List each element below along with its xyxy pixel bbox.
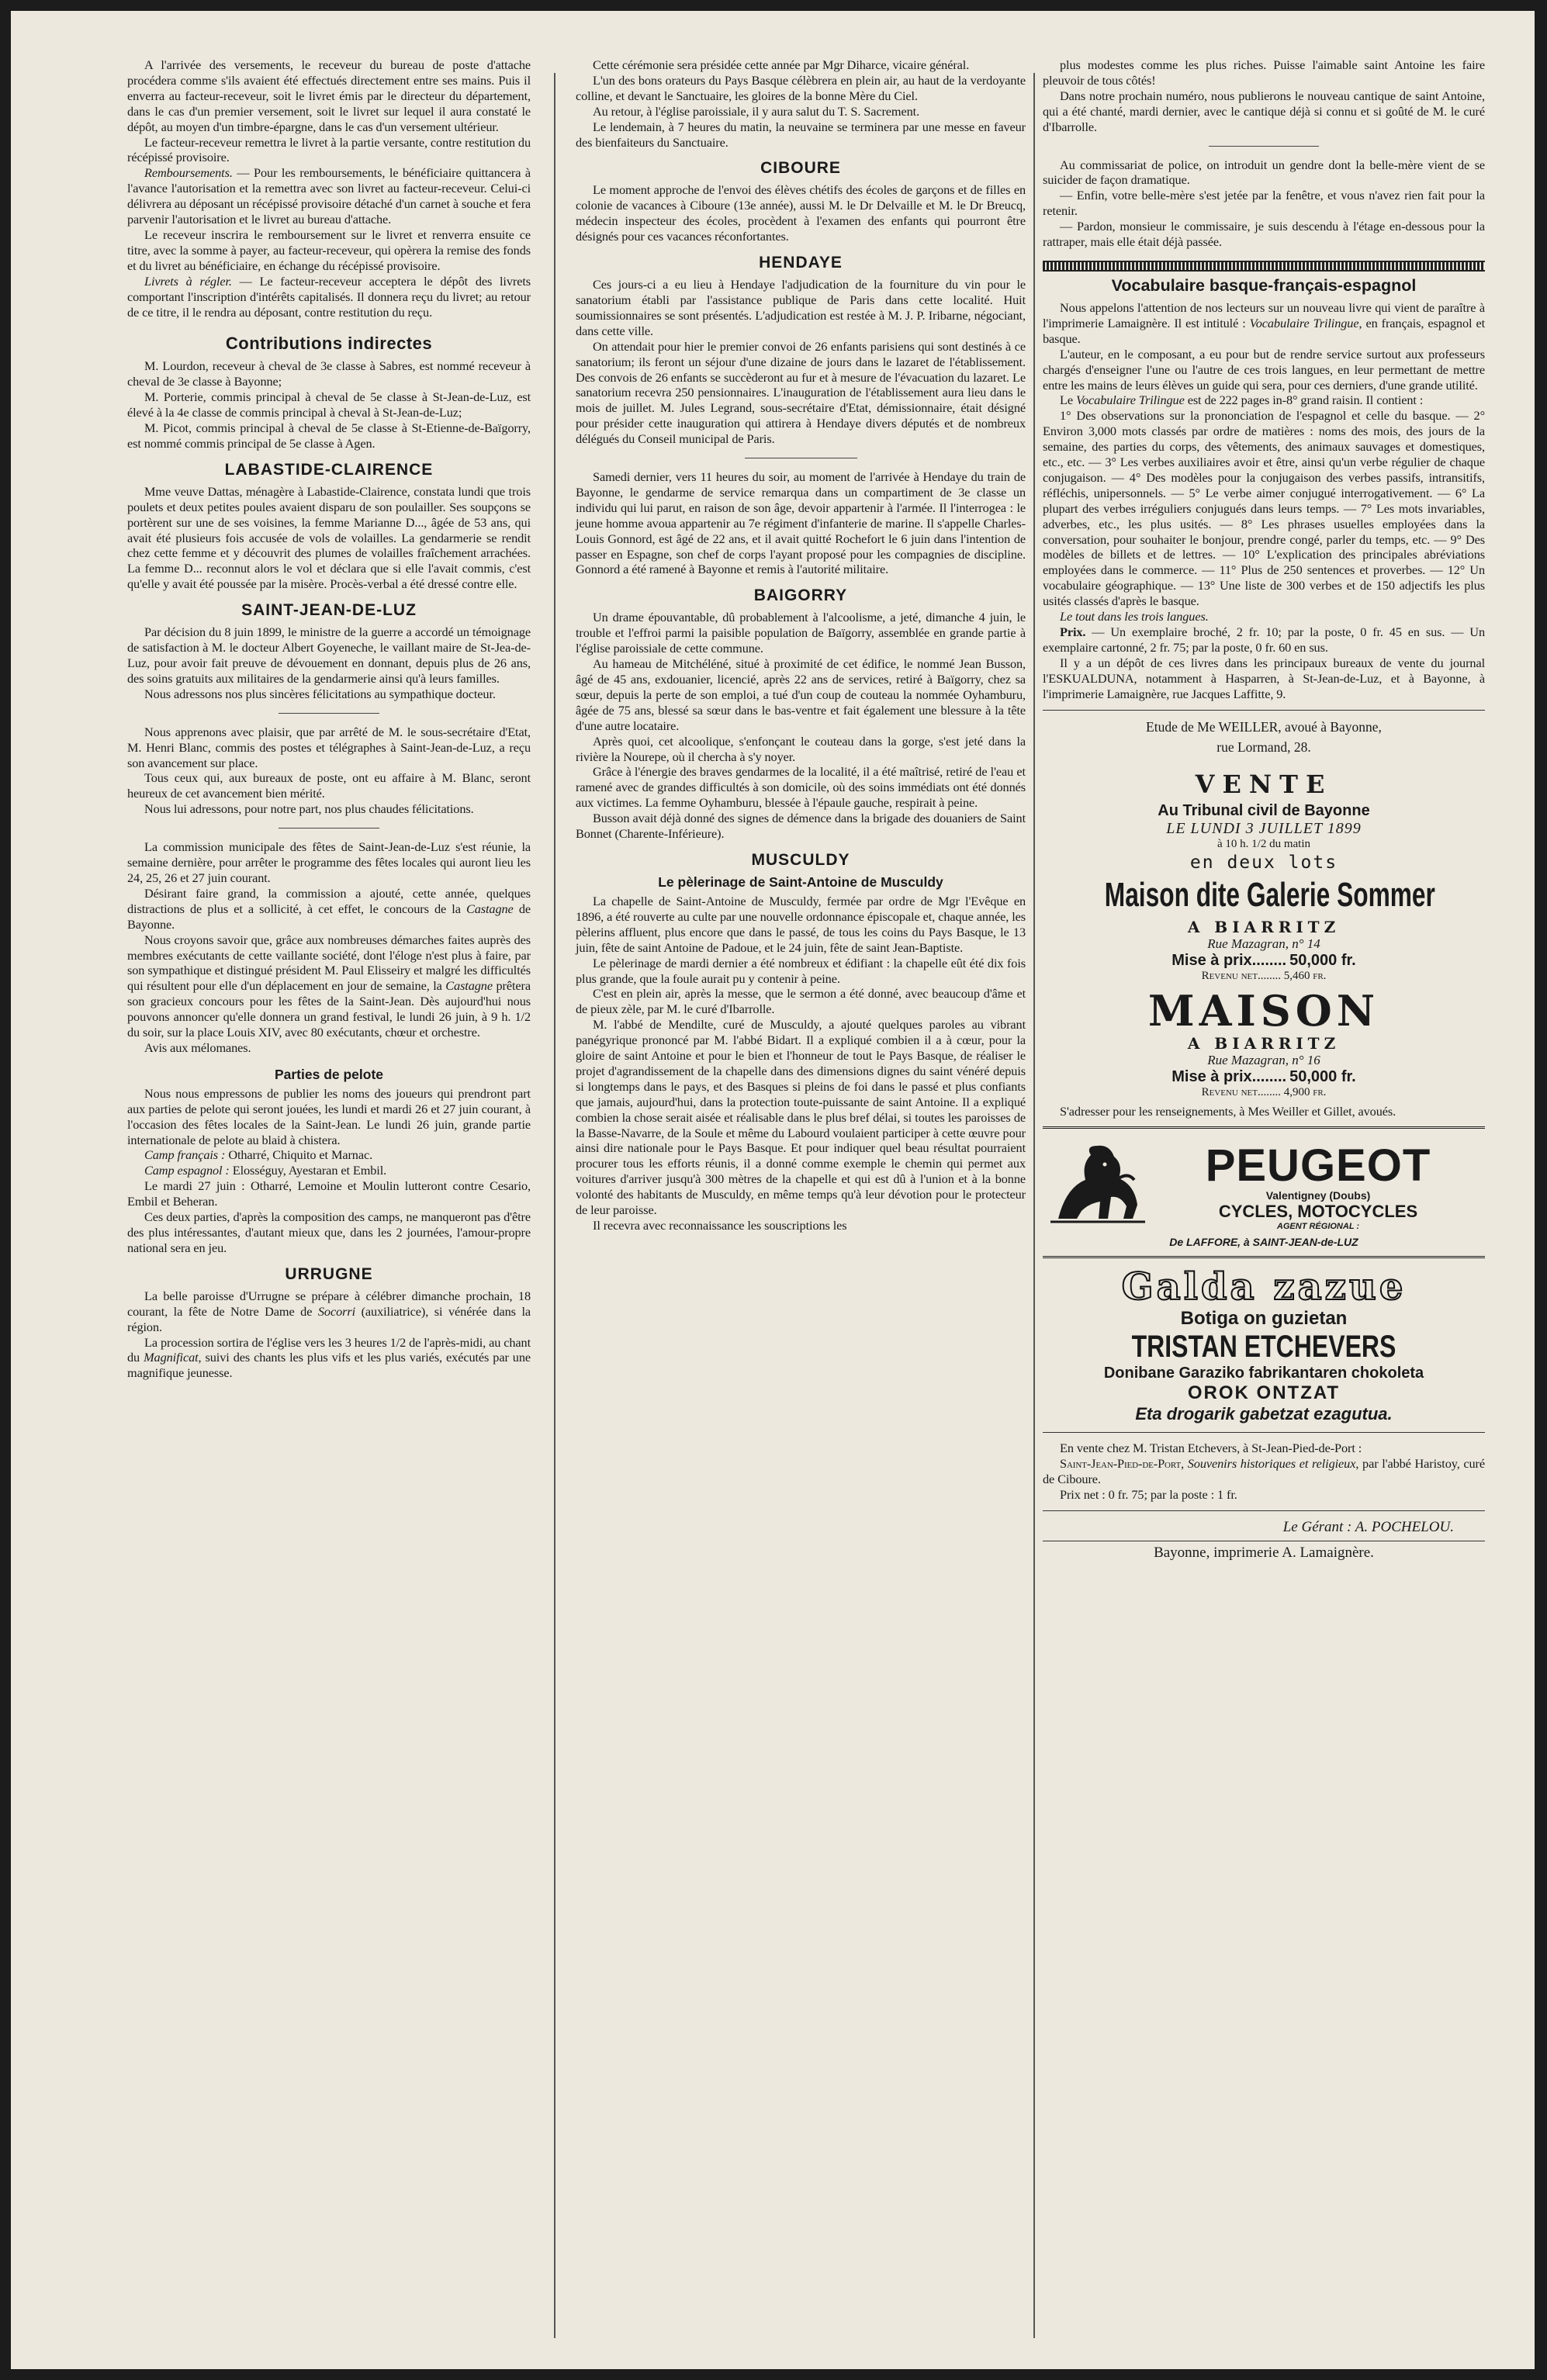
section-heading: Contributions indirectes [225,334,433,354]
column-1 [127,57,531,1381]
section-heading: Vocabulaire basque-français-espagnol [1111,275,1417,295]
paragraph: Nous adressons nos plus sincères félicitations au sympathique docteur. [144,686,496,701]
lots-line: en deux lots [1189,852,1338,873]
paragraph: Dans notre prochain numéro, nous publierons le nouveau cantique de saint Antoine, qui a été chanté, mardi dernier, avec le cantique déjà si connu et si goûté de M. le curé d'Ibarrolle. [1043,88,1485,134]
paragraph: La belle paroisse d'Urrugne se prépare à célébrer dimanche prochain, 18 courant, la fête de Notre Dame de Socorri (auxiliatrice), si vénérée dans la région. [127,1288,531,1334]
decorative-rule [1043,261,1485,272]
section-heading: MUSCULDY [751,850,850,869]
paragraph: Mme veuve Dattas, ménagère à Labastide-Clairence, constata lundi que trois poulets et deux petites poules avaient disparu de son poulailler. Ses soupçons se portèrent sur une de ses voisines, la femme Marianne D..., âgée de 53 ans, qui avait été plusieurs fois accusée de vols de volailles. La gendarmerie se rendit chez cette femme et y découvrit des plumes de volailles fraîchement arrachées. La femme D... reconnut alors le vol et déclara que si elle l'avait commis, c'est qu'elle y avait été poussée par la misère. Procès-verbal a été dressé contre elle. [127,483,531,592]
chocolate-origin: Donibane Garaziko fabrikantaren chokoleta [1103,1365,1424,1382]
paragraph: Il recevra avec reconnaissance les souscriptions les [593,1218,847,1233]
paragraph: Un drame épouvantable, dû probablement à l'alcoolisme, a jeté, dimanche 4 juin, le trouble et l'effroi parmi la paisible population de Baïgorry, assemblée en grande partie à l'église paroissiale de cette commune. [576,610,1026,656]
paragraph: M. l'abbé de Mendilte, curé de Musculdy, a ajouté quelques paroles au vibrant panégyrique prononcé par M. l'abbé Bidart. Il a expliqué combien il a à cœur, pour la gloire de saint Antoine et pour le bien et l'honneur de tout le Pays Basque, de réaliser le projet d'agrandissement de la chapelle dans des dimensions dignes du saint vénéré depuis si longtemps dans le pays, et des Basques si pleins de foi dans le passé et plus confiants que jamais, aujourd'hui, dans la protection toute-puissante de saint Antoine. Il a expliqué combien la chose serait aisée et réalisable dans le plus bref délai, si toutes les paroisses de la Basse-Navarre, de la Soule et même du Labourd voulaient participer à cette œuvre pour ainsi dire nationale pour le Pays Basque. Et pour indiquer quel beau résultat pourraient procurer tous les efforts réunis, il a donné comme exemple le chemin qui permet aux voitures d'arriver jusqu'à 300 mètres de la chapelle et qui est dû à l'union et à la bonne volonté des habitants de Musculdy, en même temps qu'à leur dévotion pour le protecteur de leur paroisse. [576,1017,1026,1218]
column-3 [1043,57,1485,1562]
separator [279,828,379,829]
property-1-title: Maison dite Galerie Sommer [1104,875,1435,914]
column-rule [1033,73,1035,2338]
paragraph: Le moment approche de l'envoi des élèves chétifs des écoles de garçons et de filles en colonie de vacances à Ciboure (13e année), aussi M. le Dr Delvaille et M. le Dr Breucq, médecin inspecteur des écoles, procèdent à l'examen des enfants qui pourront être désignés pour ces vacances réconfortantes. [576,182,1026,244]
sale-notice [1043,718,1485,1119]
sale-date: LE LUNDI 3 JUILLET 1899 [1166,819,1362,837]
paragraph: C'est en plein air, après la messe, que le sermon a été donné, avec beaucoup d'âme et de pieux zèle, par M. le curé d'Ibarrolle. [576,986,1026,1017]
paragraph: La procession sortira de l'église vers les 3 heures 1/2 de l'après-midi, au chant du Magnificat, suivi des chants les plus vifs et les plus variés, exécutés par une magnifique jeunesse. [127,1334,531,1381]
subsection-heading: Le pèlerinage de Saint-Antoine de Musculdy [658,873,943,890]
paragraph: Cette cérémonie sera présidée cette année par Mgr Diharce, vicaire général. [593,57,970,72]
paragraph: On attendait pour hier le premier convoi de 26 enfants parisiens qui sont destinés à ce sanatorium; ils feront un séjour d'une dizaine de jours dans le lazaret de l'établissement. Des convois de 26 enfants se succèderont au fur et à mesure de l'évacuation du lazaret. Le sanatorium recevra 250 pensionnaires. L'inauguration de l'établissement aura lieu dans le mois de juillet. M. Jules Legrand, sous-secrétaire d'Etat, démissionnaire, était désigné pour présider cette inauguration qui attirera à Hendaye divers députés et de nombreux délégués du Conseil municipal de Paris. [576,338,1026,447]
section-heading: LABASTIDE-CLAIRENCE [224,460,434,479]
paragraph: S'adresser pour les renseignements, à Mes Weiller et Gillet, avoués. [1060,1103,1396,1119]
section-heading: HENDAYE [759,254,843,272]
sale-time: à 10 h. 1/2 du matin [1217,837,1310,850]
paragraph: Le facteur-receveur remettra le livret à la partie versante, contre restitution du récépissé provisoire. [127,134,531,165]
paragraph: Après quoi, cet alcoolique, s'enfonçant le couteau dans la gorge, s'est jeté dans la rivière la Nourepe, où il chercha à s'y noyer. [576,733,1026,764]
paragraph: Camp espagnol : Elosséguy, Ayestaran et Embil. [144,1163,387,1178]
separator [279,713,379,714]
property-2-price: Mise à prix........ 50,000 fr. [1171,1067,1356,1085]
paragraph: Le Vocabulaire Trilingue est de 222 pages in-8° grand raisin. Il contient : [1060,393,1424,408]
section-heading: URRUGNE [285,1264,373,1283]
paragraph: Le receveur inscrira le remboursement sur le livret et renverra ensuite ce titre, avec la somme à payer, au facteur-receveur, qui opèrera la remise des fonds et du livret au bénéficiaire, en échange du récépissé provisoire. [127,227,531,273]
chocolate-slogan: OROK ONTZAT [1187,1382,1341,1404]
paragraph: A l'arrivée des versements, le receveur du bureau de poste d'attache procédera comme s'ils avaient été effectués directement entre ses mains. Puis il enverra au facteur-receveur, soit le livret émis par le directeur du département, dans le cas d'un premier versement, soit le livret sur lequel il aura constaté le dépôt, au moyen d'un timbre-épargne, dans le cas d'un versement ultérieur. [127,57,531,134]
paragraph: Nous appelons l'attention de nos lecteurs sur un nouveau livre qui vient de paraître à l'imprimerie Lamaignère. Il est intitulé : Vocabulaire Trilingue, en français, espagnol et basque. [1043,299,1485,346]
paragraph: M. Porterie, commis principal à cheval de 5e classe à St-Jean-de-Luz, est élevé à la 4e classe de commis principal à cheval à St-Jean-de-Luz; [127,389,531,420]
subsection-heading: Parties de pelote [274,1066,384,1082]
peugeot-location: Valentigney (Doubs) [1265,1189,1371,1202]
section-heading: SAINT-JEAN-DE-LUZ [241,601,417,620]
paragraph: Désirant faire grand, la commission a ajouté, cette année, quelques distractions de plus et a sollicité, à cet effet, le concours de la Castagne de Bayonne. [127,885,531,932]
rule [1043,710,1485,711]
paragraph: M. Picot, commis principal à cheval de 5e classe à St-Etienne-de-Baïgorry, est nommé commis principal de 5e classe à Agen. [127,420,531,451]
paragraph: — Enfin, votre belle-mère s'est jetée par la fenêtre, et vous n'avez rien fait pour la retenir. [1043,188,1485,219]
paragraph: Par décision du 8 juin 1899, le ministre de la guerre a accordé un témoignage de satisfaction à M. le docteur Albert Goyeneche, le vaillant maire de St-Jea-de-Luz, pour avoir fait preuve de dévouement en donnant, depuis plus de 26 ans, des soins gratuits aux militaires de la gendarmerie ainsi qu'à leurs familles. [127,624,531,686]
paragraph: Nous croyons savoir que, grâce aux nombreuses démarches faites auprès des membres exécutants de cette vaillante société, dont l'éloge n'est plus à faire, par son sympathique et distingué président M. Paul Elisseiry et malgré les difficultés qui résultent pour elle d'un déplacement en jour de semaine, la Castagne prêtera son gracieux concours pour les fêtes de la Saint-Jean. Dès aujourd'hui nous pouvons annoncer qu'elle donnera un grand festival, le lundi 26 juin, à 9 h. 1/2 du soir, sur la place Louis XIV, avec 80 exécutants, chœur et orchestre. [127,932,531,1040]
peugeot-agent-label: AGENT RÉGIONAL : [1276,1222,1360,1232]
paragraph: Il y a un dépôt de ces livres dans les principaux bureaux de vente du journal l'ESKUALDUNA, notamment à Hasparren, à St-Jean-de-Luz, et à Bayonne, à l'imprimerie Lamaignère, rue Jacques Laffitte, 9. [1043,655,1485,701]
peugeot-brand: PEUGEOT [1205,1140,1431,1192]
vente-title: VENTE [1195,769,1333,799]
tribunal-line: Au Tribunal civil de Bayonne [1158,801,1370,819]
rule [1043,1256,1485,1258]
paragraph: L'auteur, en le composant, a eu pour but de rendre service surtout aux professeurs chargés d'enseigner l'une ou l'autre de ces trois langues, en leur permettant de mettre entre les mains de leurs élèves un guide qui sera, pour ces derniers, d'une grande utilité. [1043,346,1485,393]
etude-address: rue Lormand, 28. [1216,739,1311,755]
peugeot-ad [1043,1141,1485,1233]
separator [1209,146,1320,147]
section-heading: CIBOURE [760,159,841,178]
paragraph: Nous lui adressons, pour notre part, nos plus chaudes félicitations. [144,801,474,817]
paragraph: La commission municipale des fêtes de Saint-Jean-de-Luz s'est réunie, la semaine dernière, pour arrêter le programme des fêtes locales qui auront lieu les 24, 25, 26 et 27 juin courant. [127,839,531,885]
paragraph: En vente chez M. Tristan Etchevers, à St-Jean-Pied-de-Port : [1060,1441,1362,1456]
property-1-town: A BIARRITZ [1187,917,1341,936]
paragraph: Nous nous empressons de publier les noms des joueurs qui prendront part aux parties de pelote qui seront jouées, les lundi et mardi 26 et 27 juin courant, à l'occasion des fêtes locales de la Saint-Jean. Le lundi 26 juin, grande partie internationale de pelote au blaid à chistera. [127,1085,531,1147]
paragraph: Le tout dans les trois langues. [1060,609,1209,624]
rule [1043,1126,1485,1129]
chocolate-subline: Botiga on guzietan [1180,1308,1348,1330]
property-2-title: MAISON [1147,985,1380,1036]
etude-line: Etude de Me WEILLER, avoué à Bayonne, [1146,718,1382,735]
gerant-line: Le Gérant : A. POCHELOU. [1282,1519,1454,1536]
imprint-line: Bayonne, imprimerie A. Lamaignère. [1154,1545,1374,1562]
paragraph: M. Lourdon, receveur à cheval de 3e classe à Sabres, est nommé receveur à cheval de 3e classe à Bayonne; [127,358,531,389]
paragraph: La chapelle de Saint-Antoine de Musculdy, fermée par ordre de Mgr l'Evêque en 1896, a été rouverte au culte par une nouvelle ordonnance épiscopale et, chaque année, les pèlerins affluent, plus encore que dans le passé, de tous les coins du Pays Basque, le 13 juin, fête de saint Antoine de Padoue, et le 24 juin, fête de saint Jean-Baptiste. [576,893,1026,955]
paragraph: Avis aux mélomanes. [144,1040,251,1055]
paragraph: Livrets à régler. — Le facteur-receveur acceptera le dépôt des livrets comportant l'inscription d'intérêts capitalisés. Il donnera reçu du livret; au retour de ce titre, il le rendra au déposant, contre restitution du reçu. [127,273,531,320]
paragraph: Grâce à l'énergie des braves gendarmes de la localité, il a été maîtrisé, retiré de l'eau et ramené avec de grandes difficultés à son domicile, où des soins immédiats ont été donnés aux victimes. La femme Oyhamburu, blessée à l'épaule gauche, respirait à peine. [576,764,1026,811]
paragraph: Busson avait déjà donné des signes de démence dans la brigade des douaniers de Saint Bonnet (Charente-Inférieure). [576,811,1026,842]
rule [1043,1510,1485,1511]
property-1-price: Mise à prix........ 50,000 fr. [1171,951,1356,969]
property-1-revenue: Revenu net........ 5,460 fr. [1201,969,1327,982]
paragraph: Au commissariat de police, on introduit un gendre dont la belle-mère vient de se suicider de façon dramatique. [1043,157,1485,188]
paragraph: 1° Des observations sur la prononciation de l'espagnol et celle du basque. — 2° Environ 3,000 mots classés par ordre de matières : noms des mois, des jours de la semaine, des parties du corps, des vêtements, des animaux sauvages et domestiques, etc., etc. — 3° Les verbes auxiliaires avoir et être, ainsi qu'un verbe régulier de chaque conjugaison. — 4° Des modèles pour la conjugaison des verbes passifs, intransitifs, réfléchis, unipersonnels. — 5° Le verbe aimer conjugué interrogativement. — 6° La plupart des verbes irréguliers conjugués dans leurs temps. — 7° Les mots invariables, adverbes, etc., les plus usités. — 8° Les phrases usuelles employées dans la conversation, pour souhaiter le bonjour, prendre congé, parler du temps, etc. — 9° Des modèles de billets et de lettres. — 10° L'explication des principales abréviations employées dans le commerce. — 11° Plus de 250 sentences et proverbes. — 12° Un vocabulaire géographique. — 13° Une liste de 300 verbes et de 150 adjectifs les plus usités classés d'après le basque. [1043,408,1485,609]
paragraph: Prix. — Un exemplaire broché, 2 fr. 10; par la poste, 0 fr. 45 en sus. — Un exemplaire cartonné, 2 fr. 75; par la poste, 0 fr. 60 en sus. [1043,624,1485,655]
section-heading: BAIGORRY [753,586,848,605]
paragraph: — Pardon, monsieur le commissaire, je suis descendu à l'étage en-dessous pour la rattraper, mais elle était déjà passée. [1043,219,1485,250]
paragraph: Samedi dernier, vers 11 heures du soir, au moment de l'arrivée à Hendaye du train de Bayonne, le gendarme de service remarqua dans un compartiment de 3e classe un individu qui lui parut, en raison de son âge, devoir appartenir à l'armée. Il l'interrogea : le jeune homme avoua appartenir au 7e régiment d'infanterie de marine. Il s'appelle Charles-Louis Gonnord, est âgé de 22 ans, et il avait quitté Rochefort le 6 juin dans l'intention de passer en Espagne, son chef de corps l'ayant proposé pour les compagnies de discipline. Gonnord a été ramené à Bayonne et remis à l'autorité militaire. [576,469,1026,577]
paragraph: Camp français : Otharré, Chiquito et Marnac. [144,1147,373,1163]
paragraph: Le mardi 27 juin : Otharré, Lemoine et Moulin lutteront contre Cesario, Embil et Beheran. [127,1178,531,1209]
paragraph: Saint-Jean-Pied-de-Port, Souvenirs historiques et religieux, par l'abbé Haristoy, curé de Ciboure. [1043,1456,1485,1487]
chocolate-headline: Galda zazue [1121,1265,1407,1309]
property-2-address: Rue Mazagran, n° 16 [1207,1052,1320,1067]
property-2-town: A BIARRITZ [1187,1033,1341,1053]
paragraph: Prix net : 0 fr. 75; par la poste : 1 fr. [1060,1487,1237,1503]
column-rule [554,73,555,2338]
property-2-revenue: Revenu net........ 4,900 fr. [1201,1085,1327,1098]
paragraph: Au hameau de Mitchéléné, situé à proximité de cet édifice, le nommé Jean Busson, âgé de 45 ans, exdouanier, licencié, après 22 ans de services, retiré à Baïgorry, chez sa sœur, depuis la perte de son emploi, a tué d'un coup de couteau la nommée Oyhamburu, âgée de 75 ans, blessé sa sœur dans le bas-ventre et fait également une blessure à la tête d'une autre locataire. [576,656,1026,733]
peugeot-agent: De LAFFORE, à SAINT-JEAN-de-LUZ [1169,1236,1358,1249]
paragraph: Le pèlerinage de mardi dernier a été nombreux et édifiant : la chapelle eût été dix fois plus grande, que la foule aurait pu y contenir à peine. [576,955,1026,986]
chocolate-maker: TRISTAN ETCHEVERS [1131,1330,1396,1365]
paragraph: Ces deux parties, d'après la composition des camps, ne manqueront pas d'être des plus intéressantes, d'autant mieux que, dans les 2 journées, l'amour-propre national sera en jeu. [127,1209,531,1255]
column-2 [576,57,1026,1233]
lion-logo-icon [1043,1141,1151,1233]
paragraph: L'un des bons orateurs du Pays Basque célèbrera en plein air, au haut de la verdoyante colline, et devant le Sanctuaire, les gloires de la bonne Mère du Ciel. [576,72,1026,103]
paragraph: Tous ceux qui, aux bureaux de poste, ont eu affaire à M. Blanc, seront heureux de cet avancement bien mérité. [127,770,531,801]
paragraph: plus modestes comme les plus riches. Puisse l'aimable saint Antoine les faire pleuvoir de tous côtés! [1043,57,1485,88]
paragraph: Ces jours-ci a eu lieu à Hendaye l'adjudication de la fourniture du vin pour le sanatorium établi par l'assistance publique de Paris dans cette localité. Huit soumissionnaires se sont présentés. L'adjudication est restée à M. J. P. Iribarne, négociant, dans cette ville. [576,277,1026,338]
rule [1043,1432,1485,1433]
peugeot-products: CYCLES, MOTOCYCLES [1218,1202,1418,1222]
paragraph: Au retour, à l'église paroissiale, il y aura salut du T. S. Sacrement. [593,103,920,119]
paragraph: Remboursements. — Pour les remboursements, le bénéficiaire quittancera à l'avance l'autorisation et la remettra avec son livret au facteur-receveur. Celui-ci délivrera au déposant un récépissé provisoire détaché d'un carnet à souche et fera parvenir l'autorisation et le livret au bureau d'attache. [127,165,531,227]
paragraph: Nous apprenons avec plaisir, que par arrêté de M. le sous-secrétaire d'Etat, M. Henri Blanc, commis des postes et télégraphes à Saint-Jean-de-Luz, a reçu son avancement sur place. [127,724,531,770]
paragraph: Le lendemain, à 7 heures du matin, la neuvaine se terminera par une messe en faveur des bienfaiteurs du Sanctuaire. [576,119,1026,150]
chocolate-claim: Eta drogarik gabetzat ezagutua. [1135,1404,1393,1424]
property-1-address: Rue Mazagran, n° 14 [1207,936,1320,951]
newspaper-page [11,11,1535,2369]
chocolate-ad [1043,1266,1485,1424]
